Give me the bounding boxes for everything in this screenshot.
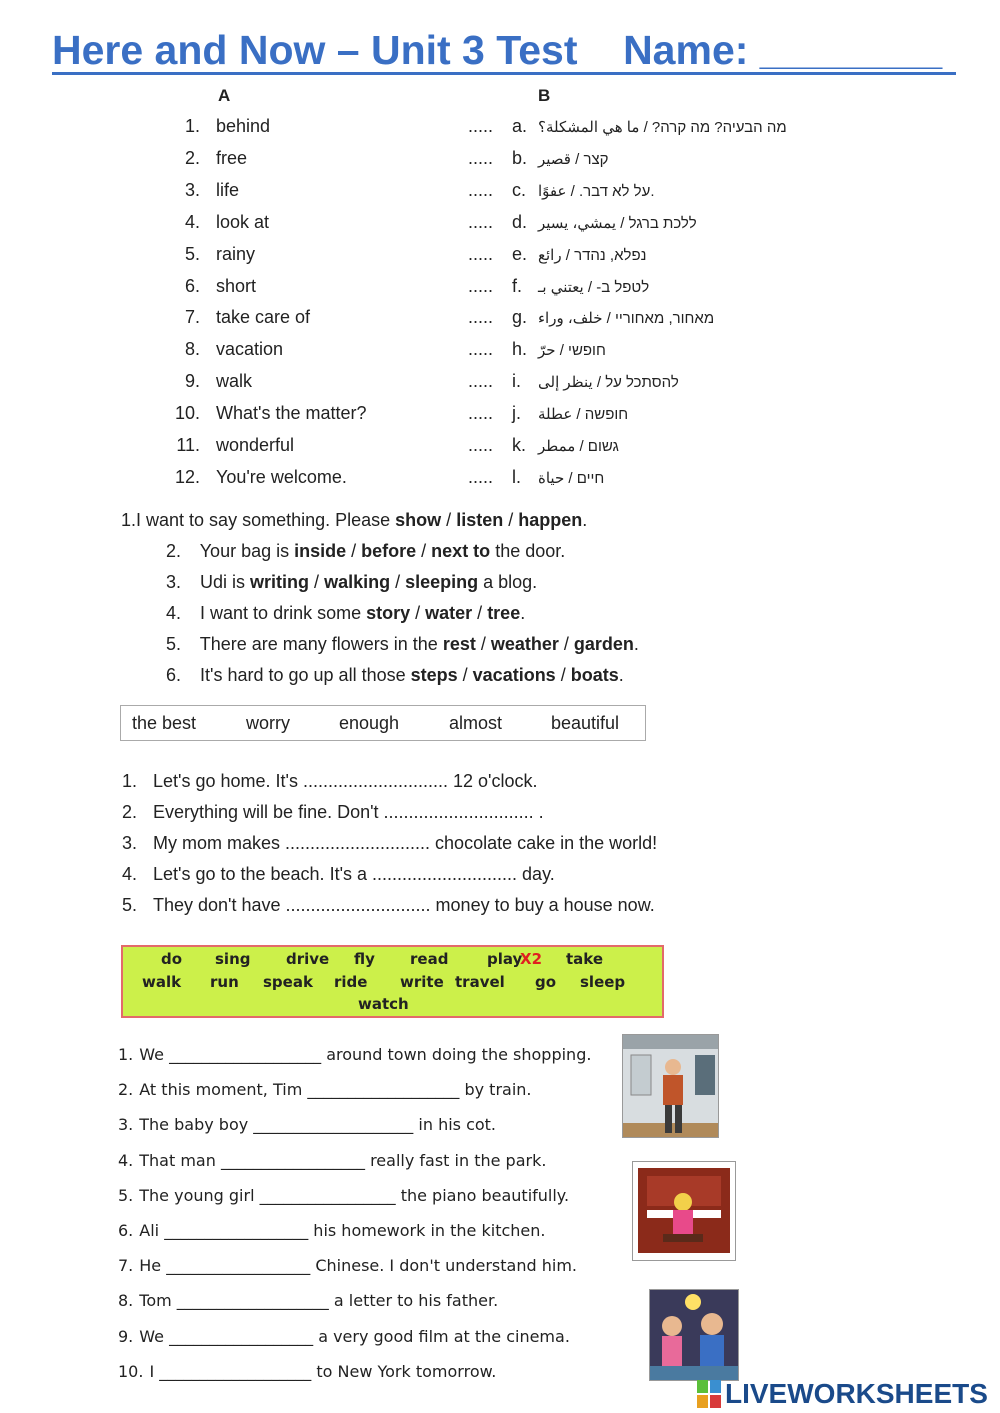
fill-number: 4. (122, 864, 138, 884)
word-option[interactable]: weather (490, 634, 559, 654)
fill-sentence[interactable]: They don't have ............................. money to buy a house now. (153, 895, 655, 915)
matching-row (0, 180, 1000, 212)
fill-sentence[interactable]: Let's go home. It's ............................. 12 o'clock. (153, 771, 538, 791)
verb-bank-item: travel (455, 973, 505, 991)
option-letter: g. (512, 307, 528, 328)
option-letter: h. (512, 339, 528, 360)
times-two-marker: X2 (520, 950, 543, 968)
word-option[interactable]: tree (487, 603, 521, 623)
matching-row (0, 435, 1000, 467)
option-letter: e. (512, 243, 528, 264)
sentence-text: I want to say something. Please (136, 510, 396, 530)
word-option[interactable]: walking (324, 572, 391, 592)
sentence-end: Chinese. I don't understand him. (315, 1256, 577, 1276)
item-number: 1. (184, 116, 200, 136)
sentence-start: The baby boy (139, 1115, 249, 1135)
english-word: vacation (216, 339, 284, 360)
sentence-end: . (618, 665, 624, 685)
sentence-end: a blog. (478, 572, 538, 592)
translation: על לא דבר. / عفوًا. (538, 182, 655, 200)
verb-bank-item: run (210, 973, 239, 991)
translation: נפלא, נהדר / رائع (538, 246, 647, 264)
present-sentence (118, 1221, 545, 1240)
option-letter: b. (512, 147, 528, 168)
answer-blank[interactable]: ..... (468, 211, 494, 232)
present-sentence (118, 1186, 569, 1205)
liveworksheets-logo-icon (697, 1380, 721, 1408)
sentence-end: the piano beautifully. (400, 1185, 570, 1205)
english-word: behind (216, 116, 271, 136)
item-number: 8. (184, 339, 200, 360)
option-letter: c. (512, 179, 527, 200)
english-word: life (216, 179, 240, 200)
answer-blank[interactable]: __________________ (164, 1221, 309, 1240)
sentence-end: . (520, 603, 526, 623)
option-separator: / (390, 572, 406, 592)
sentence-end: by train. (464, 1080, 532, 1100)
verb-bank-item: ride (334, 973, 368, 991)
sentence-start: Tom (139, 1291, 172, 1311)
option-separator: / (472, 603, 488, 623)
word-bank-box (120, 705, 646, 741)
translation: לטפל ב- / يعتني بـ (538, 278, 650, 296)
sentence-start: I (149, 1361, 155, 1381)
translation: ללכת ברגל / يمشي، يسير (538, 214, 697, 232)
item-number: 7. (184, 307, 200, 328)
translation: חופשה / عطلة (538, 406, 629, 424)
word-option[interactable]: water (425, 603, 473, 623)
answer-blank[interactable]: ..... (468, 275, 494, 296)
fill-number: 3. (122, 833, 138, 853)
word-option[interactable]: vacations (472, 665, 556, 685)
sentence-text: Your bag is (199, 541, 295, 561)
translation: גשום / ممطر (538, 438, 619, 455)
fill-sentence[interactable]: Let's go to the beach. It's a ............................. day. (153, 864, 555, 884)
matching-row (0, 403, 1000, 435)
verb-bank-item: sleep (580, 973, 626, 991)
sentence-number: 3. (166, 572, 182, 592)
sentence-number: 1. (118, 1045, 134, 1064)
matching-row (0, 212, 1000, 244)
word-option[interactable]: show (395, 510, 442, 530)
sentence-end: . (633, 634, 639, 654)
item-number: 6. (184, 275, 200, 296)
option-separator: / (416, 541, 432, 561)
word-option[interactable]: story (366, 603, 411, 623)
sentence-end: a very good film at the cinema. (318, 1326, 570, 1346)
sentence-start: The young girl (139, 1185, 255, 1205)
translation: קצר / قصير (538, 150, 609, 168)
matching-row (0, 148, 1000, 180)
column-a-header: A (218, 86, 231, 105)
present-sentence (118, 1080, 532, 1099)
sentence-number: 5. (166, 634, 182, 654)
translation: להסתכל על / ينظر إلى (538, 374, 679, 392)
item-number: 11. (176, 435, 200, 455)
page-title: Here and Now – Unit 3 Test Name: ________ (52, 28, 956, 75)
verb-bank-item: play (487, 950, 523, 968)
item-number: 10. (174, 403, 200, 424)
word-option[interactable]: rest (442, 634, 476, 654)
english-word: free (216, 147, 248, 168)
option-letter: k. (512, 435, 527, 455)
fill-number: 5. (122, 895, 138, 915)
verb-bank-item: drive (286, 950, 330, 968)
option-separator: / (555, 665, 571, 685)
word-option[interactable]: garden (573, 634, 634, 654)
sentence-start: Ali (139, 1221, 160, 1240)
sentence-number: 6. (166, 665, 182, 685)
sentence-end: in his cot. (418, 1115, 497, 1135)
sentence-number: 2. (166, 541, 182, 561)
translation: מה הבעיה? מה קרה? / ما هي المشكلة؟ (538, 119, 787, 136)
choose-sentence (166, 665, 624, 686)
present-sentence (118, 1115, 496, 1134)
sentence-end: to New York tomorrow. (316, 1361, 497, 1381)
verb-bank-item: fly (354, 950, 375, 968)
word-option[interactable]: next to (431, 541, 491, 561)
word-bank-item: the best (132, 713, 197, 733)
option-letter: j. (512, 403, 521, 424)
sentence-number: 4. (166, 603, 182, 623)
present-sentence (118, 1291, 498, 1310)
word-option[interactable]: listen (456, 510, 504, 530)
answer-blank[interactable]: __________________ (166, 1256, 311, 1276)
answer-blank[interactable]: _________________ (259, 1185, 396, 1205)
option-letter: d. (512, 211, 528, 232)
translation: חיים / حياة (538, 469, 605, 487)
english-word: look at (216, 211, 270, 232)
option-separator: / (503, 510, 519, 530)
choose-sentence (166, 541, 565, 562)
girl-playing-piano-image (632, 1161, 736, 1261)
liveworksheets-logo (697, 1378, 993, 1410)
fill-number: 1. (122, 771, 138, 791)
sentence-start: That man (139, 1150, 216, 1170)
sentence-end: . (582, 510, 588, 530)
sentence-start: We (139, 1326, 164, 1346)
fill-sentence[interactable]: Everything will be fine. Don't .............................. . (153, 802, 544, 822)
answer-blank[interactable]: ..... (468, 435, 494, 455)
word-option[interactable]: boats (570, 665, 619, 685)
answer-blank[interactable]: __________________ (169, 1326, 314, 1346)
item-number: 4. (184, 211, 200, 232)
present-sentence (118, 1151, 546, 1170)
word-option[interactable]: before (361, 541, 417, 561)
sentence-end: around town doing the shopping. (326, 1045, 592, 1064)
sentence-text: I want to drink some (200, 603, 367, 623)
option-letter: a. (512, 116, 528, 136)
column-b-header: B (538, 86, 551, 105)
option-separator: / (309, 572, 325, 592)
sentence-end: his homework in the kitchen. (313, 1221, 546, 1240)
verb-bank-item: speak (263, 973, 313, 991)
present-sentence (118, 1045, 591, 1064)
verb-bank-item: walk (142, 973, 182, 991)
sentence-number: 9. (118, 1326, 134, 1346)
choose-sentence (166, 603, 525, 624)
english-word: take care of (216, 307, 311, 328)
matching-row (0, 371, 1000, 403)
verb-bank-item: read (410, 950, 449, 968)
answer-blank[interactable]: ..... (468, 116, 494, 136)
answer-blank[interactable]: ..... (468, 339, 494, 360)
sentence-number: 2. (118, 1080, 134, 1100)
couple-at-cinema-image (649, 1289, 739, 1381)
sentence-number: 8. (118, 1291, 134, 1311)
option-separator: / (558, 634, 574, 654)
word-bank-item: almost (449, 713, 503, 733)
answer-blank[interactable]: ..... (468, 243, 494, 264)
sentence-text: There are many flowers in the (199, 634, 443, 654)
matching-row (0, 339, 1000, 371)
sentence-end: the door. (490, 541, 566, 561)
sentence-number: 6. (118, 1221, 134, 1240)
answer-blank[interactable]: ____________________ (253, 1115, 414, 1135)
word-option[interactable]: happen (518, 510, 583, 530)
verb-bank-item: do (161, 950, 183, 968)
verb-bank-item: take (566, 950, 604, 968)
option-separator: / (410, 603, 426, 623)
sentence-number: 5. (118, 1185, 134, 1205)
answer-blank[interactable]: ..... (468, 466, 494, 487)
word-bank-item: enough (339, 713, 400, 733)
present-sentence (118, 1327, 570, 1346)
matching-row (0, 244, 1000, 276)
english-word: walk (216, 371, 253, 392)
sentence-number: 4. (118, 1150, 134, 1170)
matching-row (0, 116, 1000, 148)
matching-row (0, 307, 1000, 339)
watermark-text: LIVEWORKSHEETS (725, 1378, 988, 1409)
item-number: 9. (184, 371, 200, 392)
word-bank-item: beautiful (551, 713, 620, 733)
item-number: 2. (184, 147, 200, 168)
word-option[interactable]: writing (250, 572, 310, 592)
answer-blank[interactable]: ..... (468, 179, 494, 200)
answer-blank[interactable]: __________________ (220, 1150, 365, 1170)
sentence-text: Udi is (200, 572, 251, 592)
english-word: What's the matter? (216, 403, 367, 424)
verb-bank-item: go (535, 973, 557, 991)
answer-blank[interactable]: ..... (468, 147, 494, 168)
item-number: 3. (184, 179, 200, 200)
item-number: 5. (184, 243, 200, 264)
verb-bank-box (121, 945, 664, 1018)
present-sentence (118, 1256, 577, 1275)
answer-blank[interactable]: ___________________ (176, 1291, 329, 1311)
translation: מאחור, מאחוריי / خلف، وراء (538, 310, 715, 328)
answer-blank[interactable]: ___________________ (169, 1045, 322, 1064)
translation: חופשי / حرّ (538, 342, 606, 360)
word-bank-item: worry (246, 713, 290, 733)
man-on-train-image (622, 1034, 719, 1138)
option-separator: / (441, 510, 457, 530)
sentence-start: We (139, 1045, 164, 1064)
english-word: rainy (216, 243, 256, 264)
sentence-number: 7. (118, 1256, 134, 1276)
sentence-end: really fast in the park. (370, 1150, 547, 1170)
option-letter: f. (512, 275, 523, 296)
fill-sentence[interactable]: My mom makes ............................. chocolate cake in the world! (153, 833, 658, 853)
sentence-number: 1. (121, 510, 137, 530)
english-word: short (216, 275, 257, 296)
item-number: 12. (174, 466, 200, 487)
answer-blank[interactable]: ___________________ (159, 1361, 312, 1381)
option-separator: / (457, 665, 473, 685)
answer-blank[interactable]: ..... (468, 307, 494, 328)
choose-sentence (166, 634, 639, 655)
matching-row (0, 276, 1000, 308)
verb-bank-item: watch (358, 995, 409, 1013)
word-option[interactable]: inside (294, 541, 347, 561)
answer-blank[interactable]: ..... (468, 371, 494, 392)
choose-sentence (121, 510, 587, 531)
option-separator: / (475, 634, 491, 654)
sentence-end: a letter to his father. (333, 1291, 499, 1311)
sentence-start: He (139, 1256, 162, 1276)
option-letter: l. (512, 466, 521, 487)
option-letter: i. (512, 371, 521, 392)
present-sentence (118, 1362, 496, 1381)
sentence-start: At this moment, Tim (139, 1080, 303, 1100)
sentence-number: 3. (118, 1115, 134, 1135)
english-word: You're welcome. (216, 466, 347, 487)
sentence-text: It's hard to go up all those (200, 665, 411, 685)
matching-row (0, 467, 1000, 499)
answer-blank[interactable]: ___________________ (307, 1080, 460, 1100)
sentence-number: 10. (118, 1361, 144, 1381)
fill-number: 2. (122, 802, 138, 822)
word-option[interactable]: steps (410, 665, 458, 685)
option-separator: / (346, 541, 362, 561)
english-word: wonderful (216, 435, 295, 455)
word-option[interactable]: sleeping (405, 572, 479, 592)
choose-sentence (166, 572, 537, 593)
verb-bank-item: sing (215, 950, 251, 968)
answer-blank[interactable]: ..... (468, 403, 494, 424)
verb-bank-item: write (400, 973, 444, 991)
